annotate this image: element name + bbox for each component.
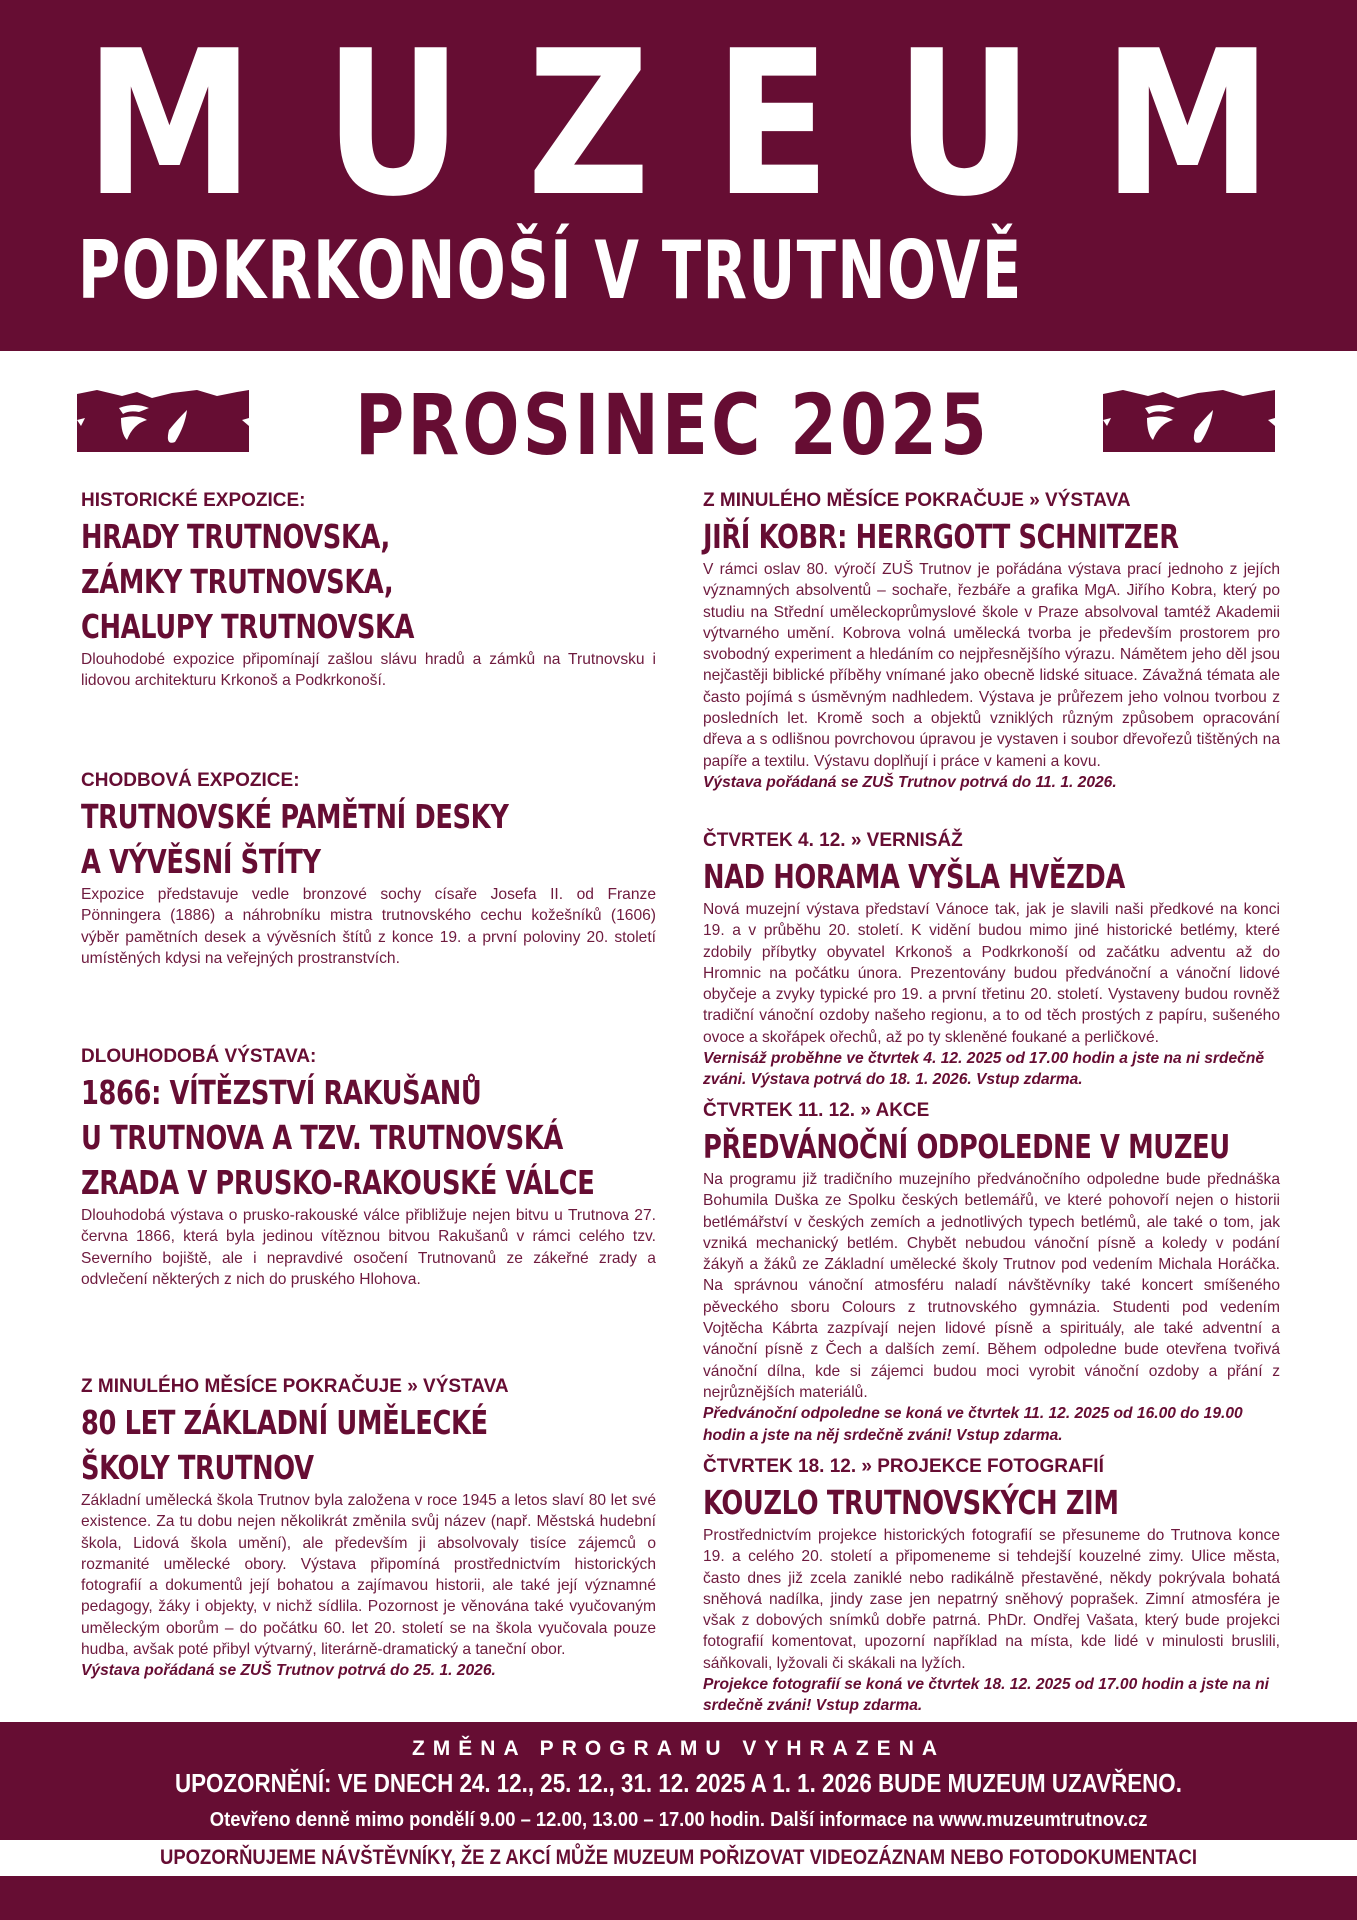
museum-subtitle: PODKRKONOŠÍ V TRUTNOVĚ [78,224,1023,317]
opening-hours-text: Otevřeno denně mimo pondělí 9.00 – 12.00, 13.00 – 17.00 hodin. Další informace na www.muzeumtrutnov.cz [209,1809,1148,1831]
program-change-notice: ZMĚNA PROGRAMU VYHRAZENA [411,1737,946,1760]
section-note: Výstava pořádaná se ZUŠ Trutnov potrvá do 25. 1. 2026. [81,1662,496,1680]
section-title: KOUZLO TRUTNOVSKÝCH ZIM [703,1483,1119,1522]
museum-title [0,8,1357,241]
section-note: Vernisáž proběhne ve čtvrtek 4. 12. 2025 od 17.00 hodin a jste na ni srdečně zváni. Výstava potrvá do 18. 1. 2026. Vstup zdarma. [703,1050,1265,1089]
section-title: ŠKOLY TRUTNOV [81,1448,314,1487]
section-title: U TRUTNOVA A TZV. TRUTNOVSKÁ [81,1118,563,1157]
section-jiri-kobr [703,488,1280,793]
section-title: A VÝVĚSNÍ ŠTÍTY [81,842,321,881]
recording-notice-strip [0,1840,1357,1876]
opening-hours [0,1806,1357,1834]
section-body: Expozice představuje vedle bronzové sochy císaře Josefa II. od Franze Pönningera (1886) a náhrobníku mistra trutnovského cechu kožešníků (1606) výběr pamětních desek a vývěsních štítů z konce 19. a první poloviny 20. století umístěných kdysi na veřejných prostranstvích. [81,886,656,967]
section-kicker: CHODBOVÁ EXPOZICE: [81,770,300,791]
section-title: ZRADA V PRUSKO-RAKOUSKÉ VÁLCE [81,1163,595,1202]
recording-notice: UPOZORŇUJEME NÁVŠTĚVNÍKY, ŽE Z AKCÍ MŮŽE MUZEUM POŘIZOVAT VIDEOZÁZNAM NEBO FOTODOKUMENTACI [160,1846,1197,1869]
museum-letter: E [714,8,831,241]
footer-band [0,1722,1357,1920]
month-title: PROSINEC 2025 [355,376,991,474]
section-kicker: Z MINULÉHO MĚSÍCE POKRAČUJE » VÝSTAVA [81,1376,509,1397]
closure-notice [0,1766,1357,1800]
eagle-emblem-icon [1103,390,1275,452]
section-note: Výstava pořádaná se ZUŠ Trutnov potrvá do 11. 1. 2026. [703,773,1117,791]
museum-letter: U [895,8,1034,241]
section-title: NAD HORAMA VYŠLA HVĚZDA [703,857,1125,896]
section-title: 1866: VÍTĚZSTVÍ RAKUŠANŮ [81,1073,482,1112]
section-body: V rámci oslav 80. výročí ZUŠ Trutnov je pořádána výstava prací jednoho z jejích významných absolventů – sochaře, řezbáře a grafika MgA. Jiřího Kobra, který po studiu na Střední uměleckoprůmyslové škole v Praze absolvoval tamtéž Akademii výtvarného umění. Kobrova volná umělecká tvorba je především prostorem pro svobodný experiment a hledáním co nejpřesnějšího výrazu. Námětem jeho děl jsou nejčastěji biblické příběhy vnímané jako obecně lidské situace. Závažná témata ale často pojímá s úsměvným nadhledem. Výstava je průřezem jeho volnou tvorbou z posledních let. Kromě soch a objektů vzniklých různým způsobem opracování dřeva a s odlišnou povrchovou úpravou je vystaven i soubor dřevořezů tištěných na papíře a textilu. Výstavu doplňují i práce v kameni a kovu. [703,561,1280,770]
museum-letter: M [84,8,255,241]
section-corridor-exhibition [81,768,656,969]
section-title: HRADY TRUTNOVSKA, [81,517,390,556]
section-body: Dlouhodobá výstava o prusko-rakouské válce přibližuje nejen bitvu u Trutnova 27. června 1866, která byla jedinou vítěznou bitvou Rakušanů v rámci celého tzv. Severního bojiště, ale i nepravdivé osočení Trutnovanů ze zákeřné zrady a odvlečení některých z nich do pruského Hlohova. [81,1207,656,1288]
section-kicker: ČTVRTEK 18. 12. » PROJEKCE FOTOGRAFIÍ [703,1456,1104,1477]
section-title: JIŘÍ KOBR: HERRGOTT SCHNITZER [703,517,1179,556]
section-kicker: DLOUHODOBÁ VÝSTAVA: [81,1046,317,1067]
section-note: Předvánoční odpoledne se koná ve čtvrtek 11. 12. 2025 od 16.00 do 19.00 hodin a jste na něj srdečně zváni! Vstup zdarma. [703,1405,1243,1444]
section-kicker: ČTVRTEK 11. 12. » AKCE [703,1100,930,1121]
section-predvanocni-odpoledne [703,1098,1280,1446]
section-title: CHALUPY TRUTNOVSKA [81,607,415,646]
eagle-emblem-icon [77,390,249,452]
section-kouzlo-zim [703,1454,1280,1717]
museum-letter: U [323,8,462,241]
museum-letter: M [1102,8,1273,241]
section-body: Základní umělecká škola Trutnov byla založena v roce 1945 a letos slaví 80 let své existence. Za tu dobu nejen několikrát změnila svůj název (např. Městská hudební škola, Lidová škola umění), ale především ji absolvovaly tisíce zájemců o rozmanité umělecké obory. Výstava připomíná prostřednictvím historických fotografií a dokumentů její bohatou a zajímavou historii, ale také její významné pedagogy, žáky i objekty, v nichž sídlila. Pozornost je věnována také vyučovaným uměleckým oborům – do počátku 60. let 20. století se na škola vyučovala pouze hudba, avšak poté přibyl výtvarný, literárně-dramatický a taneční obor. [81,1492,656,1659]
closure-notice-text: UPOZORNĚNÍ: VE DNECH 24. 12., 25. 12., 31. 12. 2025 A 1. 1. 2026 BUDE MUZEUM UZAVŘENO. [175,1768,1182,1798]
section-body: Dlouhodobé expozice připomínají zašlou slávu hradů a zámků na Trutnovsku i lidovou architekturu Krkonoš a Podkrkonoší. [81,651,656,690]
section-body: Nová muzejní výstava představí Vánoce tak, jak je slavili naši předkové na konci 19. a v průběhu 20. století. K vidění budou mimo jiné historické betlémy, které zdobily příbytky obyvatel Krkonoš a Podkrkonoší od začátku adventu až do Hromnic na počátku února. Prezentovány budou předvánoční a vánoční lidové obyčeje a zvyky typické pro 19. a první třetinu 20. století. Vystaveny budou rovněž tradiční vánoční ozdoby našeho regionu, a to od těch prostých z papíru, sušeného ovoce a skořápek ořechů, až po ty skleněné foukané a perličkové. [703,901,1280,1046]
section-title: 80 LET ZÁKLADNÍ UMĚLECKÉ [81,1403,488,1442]
section-body: Prostřednictvím projekce historických fotografií se přesuneme do Trutnova konce 19. a celého 20. století a připomeneme si tehdejší kouzelné zimy. Ulice města, často dnes již zcela zaniklé nebo radikálně přestavěné, někdy pokrývala bohatá sněhová nadílka, jindy zase jen nepatrný sněhový poprašek. Zimní atmosféra je však z dobových snímků dobře patrná. PhDr. Ondřej Vašata, který bude projekci fotografií komentovat, upozorní například na místa, kde lidé v minulosti bruslili, sáňkovali, lyžovali či skákali na lyžích. [703,1527,1280,1672]
section-title: ZÁMKY TRUTNOVSKA, [81,562,394,601]
section-kicker: ČTVRTEK 4. 12. » VERNISÁŽ [703,830,963,851]
section-zus-anniversary [81,1374,656,1682]
museum-letter: Z [527,8,651,241]
section-kicker: Z MINULÉHO MĚSÍCE POKRAČUJE » VÝSTAVA [703,490,1131,511]
section-title: PŘEDVÁNOČNÍ ODPOLEDNE V MUZEU [703,1127,1230,1166]
section-kicker: HISTORICKÉ EXPOZICE: [81,490,306,511]
section-historical-exhibitions [81,488,656,692]
section-nad-horama [703,828,1280,1091]
section-long-term-exhibition [81,1044,656,1290]
section-note: Projekce fotografií se koná ve čtvrtek 18. 12. 2025 od 17.00 hodin a jste na ni srdečně zváni! Vstup zdarma. [703,1676,1269,1715]
section-body: Na programu již tradičního muzejního předvánočního odpoledne bude přednáška Bohumila Duška ze Spolku českých betlemářů, ve které pohovoří nejen o historii betlémářství v českých zemích a jednotlivých typech betlémů, ale také o tom, jak vzniká mechanický betlém. Chybět nebudou vánoční písně a koledy v podání žákyň a žáků ze Základní umělecké školy Trutnov pod vedením Michala Horáčka. Na správnou vánoční atmosféru naladí návštěvníky také koncert smíšeného pěveckého sboru Colours z trutnovského gymnázia. Studenti pod vedením Vojtěcha Kábrta zazpívají nejen lidové písně a spirituály, ale také adventní a vánoční písně z Čech a dalších zemí. Během odpoledne bude otevřena tvořivá vánoční dílna, kde si zájemci budou moci vyrobit vánoční ozdoby a přání z nejrůznějších materiálů. [703,1171,1280,1401]
month-row [0,376,1357,474]
header-band [0,0,1357,351]
section-title: TRUTNOVSKÉ PAMĚTNÍ DESKY [81,797,509,836]
